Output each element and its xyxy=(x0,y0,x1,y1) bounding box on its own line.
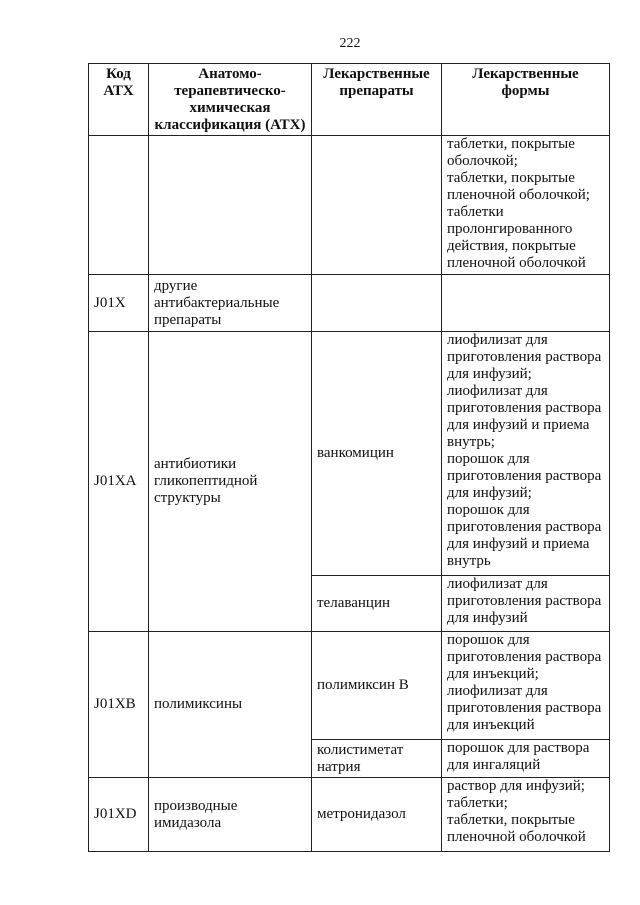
cell-code: J01XB xyxy=(89,632,149,778)
cell-forms: лиофилизат для приготовления раствора для инфузий xyxy=(442,576,610,632)
cell-drug: метронидазол xyxy=(312,778,442,852)
cell-code: J01XA xyxy=(89,332,149,632)
cell-forms: лиофилизат для приготовления раствора для инфузий; лиофилизат для приготовления раствора для инфузий и приема внутрь; порошок для приготовления раствора для инфузий; порошок для приготовления раствора для инфузий и приема внутрь xyxy=(442,332,610,576)
cell-forms: порошок для раствора для ингаляций xyxy=(442,740,610,778)
header-classification: Анатомо- терапевтическо- химическая классификация (АТХ) xyxy=(149,64,312,136)
table-row-continuation xyxy=(89,136,610,275)
cell-drug: полимиксин В xyxy=(312,632,442,740)
cell-code: J01XD xyxy=(89,778,149,852)
cell-drug-empty xyxy=(312,275,442,332)
cell-drug: телаванцин xyxy=(312,576,442,632)
cell-forms: таблетки, покрытые оболочкой; таблетки, покрытые пленочной оболочкой; таблетки пролонгированного действия, покрытые пленочной оболочкой xyxy=(442,136,610,275)
cell-drug: ванкомицин xyxy=(312,332,442,576)
cell-classification: антибиотики гликопептидной структуры xyxy=(149,332,312,632)
cell-forms: раствор для инфузий; таблетки; таблетки, покрытые пленочной оболочкой xyxy=(442,778,610,852)
cell-classification: полимиксины xyxy=(149,632,312,778)
cell-forms-empty xyxy=(442,275,610,332)
cell-classification-empty xyxy=(149,136,312,275)
header-code: Код АТХ xyxy=(89,64,149,136)
cell-classification: производные имидазола xyxy=(149,778,312,852)
cell-code-empty xyxy=(89,136,149,275)
atx-table xyxy=(88,63,610,852)
cell-drug-empty xyxy=(312,136,442,275)
cell-classification: другие антибактериальные препараты xyxy=(149,275,312,332)
table-row-j01xa-vancomycin xyxy=(89,332,610,576)
header-forms: Лекарственные формы xyxy=(442,64,610,136)
cell-code: J01X xyxy=(89,275,149,332)
table-row-j01xd xyxy=(89,778,610,852)
table-row-j01x xyxy=(89,275,610,332)
table-row-j01xb-polymyxin xyxy=(89,632,610,740)
table-header-row xyxy=(89,64,610,136)
page-number: 222 xyxy=(339,36,361,51)
cell-drug: колистиметат натрия xyxy=(312,740,442,778)
cell-forms: порошок для приготовления раствора для инъекций; лиофилизат для приготовления раствора для инъекций xyxy=(442,632,610,740)
header-drugs: Лекарственные препараты xyxy=(312,64,442,136)
